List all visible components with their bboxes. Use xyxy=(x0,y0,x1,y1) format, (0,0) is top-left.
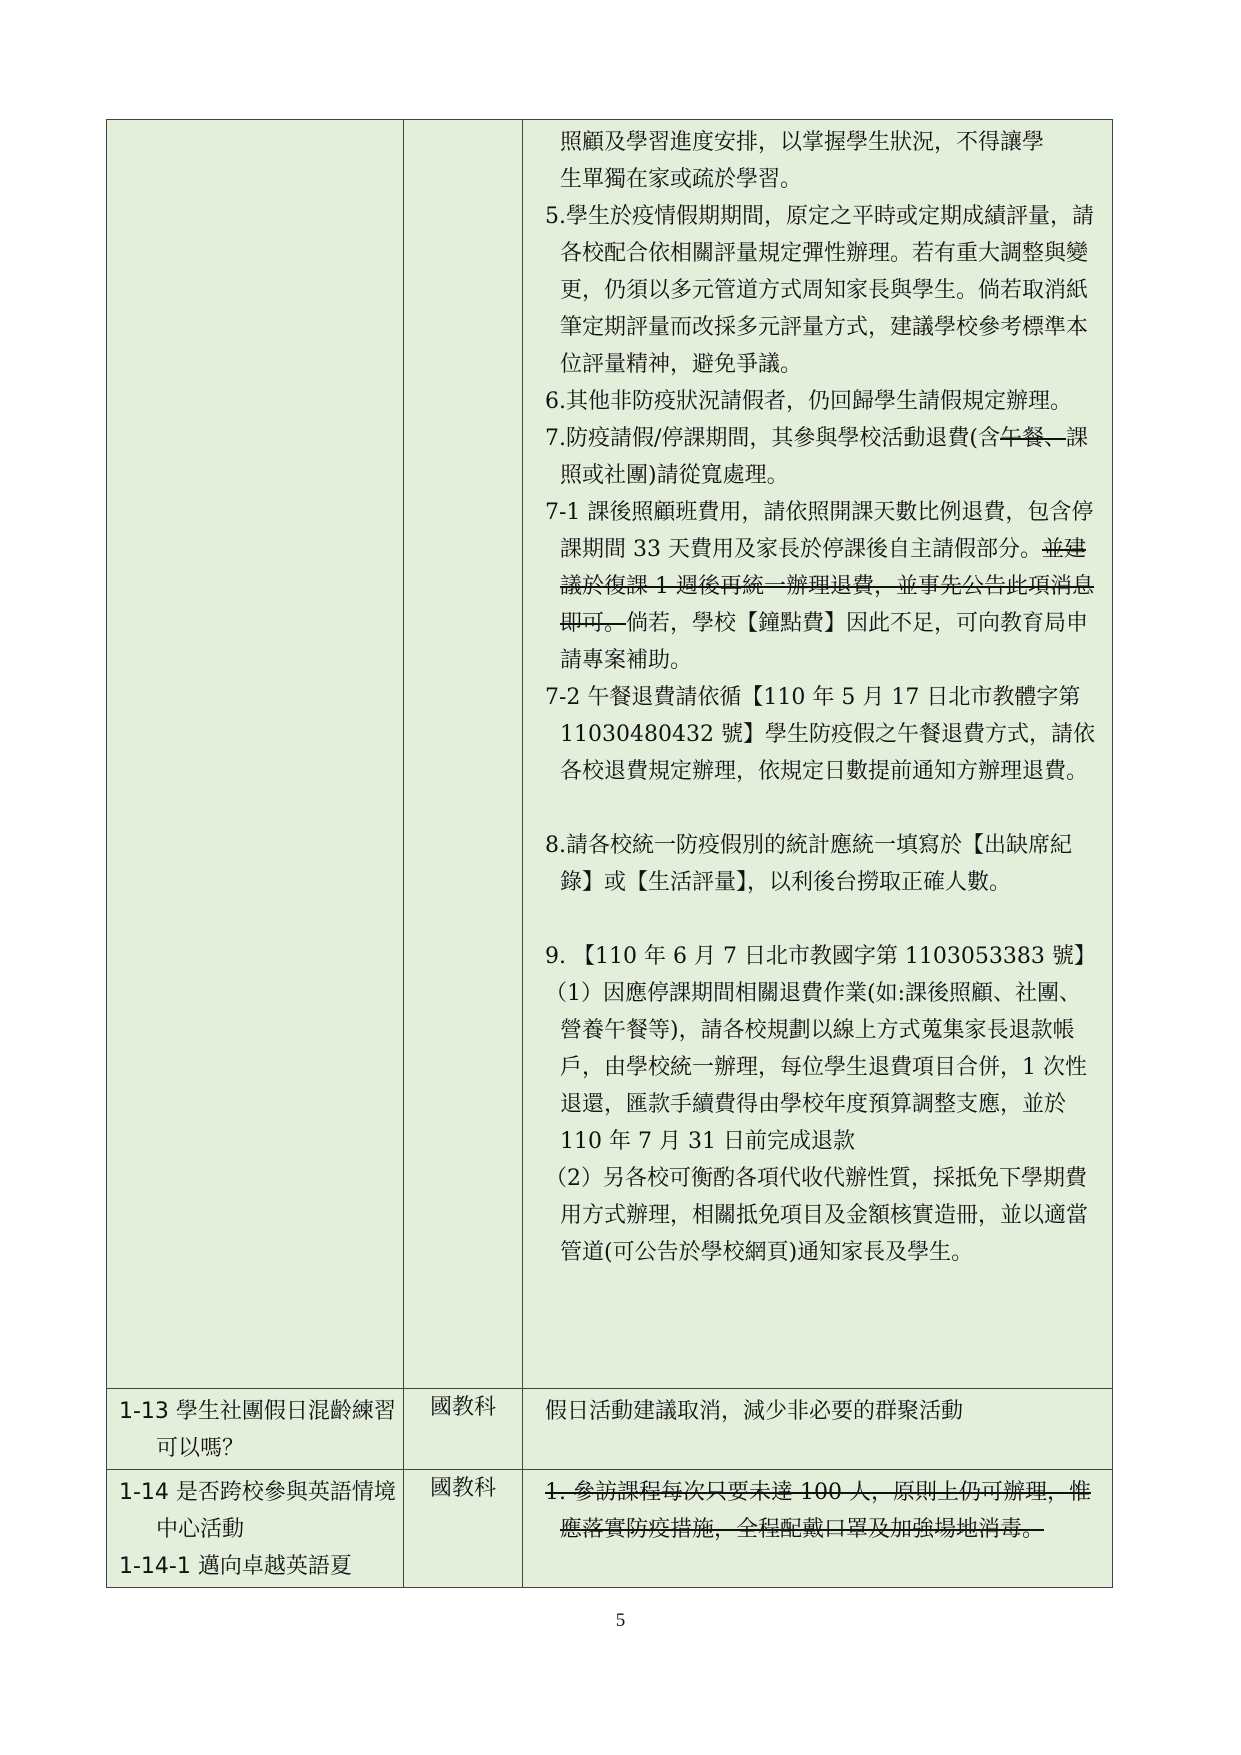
answer-item-5: 5.學生於疫情假期期間，原定之平時或定期成績評量，請各校配合依相關評量規定彈性辦理。若有重大調整與變更，仍須以多元管道方式周知家長與學生。倘若取消紙筆定期評量而改採多元評量方式，建議學校參考標準本位評量精神，避免爭議。 xyxy=(545,204,1094,377)
table-row xyxy=(107,1470,1113,1588)
continued-line: 生單獨在家或疏於學習。 xyxy=(560,167,803,192)
struck-text: 並建議於復課 1 週後再統一辦理退費，並事先公告此項消息即可。 xyxy=(560,537,1094,636)
answer-text: 假日活動建議取消，減少非必要的群聚活動 xyxy=(545,1399,964,1424)
answer-item-7-1-text: 7-1 課後照顧班費用，請依照開課天數比例退費，包含停課期間 33 天費用及家長於停課後自主請假部分。 xyxy=(545,500,1094,562)
answer-item-6: 6.其他非防疫狀況請假者，仍回歸學生請假規定辦理。 xyxy=(545,389,1072,414)
dept-cell xyxy=(404,120,523,1389)
table-row xyxy=(107,120,1113,1389)
answer-item-7-1-text: 倘若，學校【鐘點費】因此不足，可向教育局申請專案補助。 xyxy=(560,611,1089,673)
dept-cell: 國教科 xyxy=(404,1389,523,1470)
answer-cell xyxy=(523,1389,1113,1470)
question-cell xyxy=(107,120,404,1389)
answer-item-9-2: （2）另各校可衡酌各項代收代辦性質，採抵免下學期費用方式辦理，相關抵免項目及金額核實造冊，並以適當管道(可公告於學校網頁)通知家長及學生。 xyxy=(545,1166,1089,1265)
answer-item-9-1: （1）因應停課期間相關退費作業(如:課後照顧、社團、營養午餐等)，請各校規劃以線上方式蒐集家長退款帳戶，由學校統一辦理，每位學生退費項目合併，1 次性退還，匯款手續費得由學校年度預算調整支應，並於 110 年 7 月 31 日前完成退款 xyxy=(545,981,1087,1154)
question-cell xyxy=(107,1389,404,1470)
question-text: 1-13 學生社團假日混齡練習可以嗎？ xyxy=(119,1399,396,1461)
struck-answer-text: 1. 參訪課程每次只要未達 100 人，原則上仍可辦理，惟應落實防疫措施，全程配戴口罩及加強場地消毒。 xyxy=(545,1480,1091,1542)
answer-cell xyxy=(523,1470,1113,1588)
answer-item-9-heading: 9. 【110 年 6 月 7 日北市教國字第 1103053383 號】 xyxy=(545,944,1096,969)
qa-table xyxy=(106,119,1113,1588)
answer-item-7-text: 7.防疫請假/停課期間，其參與學校活動退費(含 xyxy=(545,426,1000,451)
answer-item-7-2: 7-2 午餐退費請依循【110 年 5 月 17 日北市教體字第 11030480432 號】學生防疫假之午餐退費方式，請依各校退費規定辦理，依規定日數提前通知方辦理退費。 xyxy=(545,685,1095,784)
page-number: 5 xyxy=(615,1610,626,1631)
answer-item-8: 8.請各校統一防疫假別的統計應統一填寫於【出缺席紀錄】或【生活評量】，以利後台撈取正確人數。 xyxy=(545,833,1072,895)
answer-item-7 xyxy=(545,420,1102,494)
answer-cell xyxy=(523,120,1113,1389)
question-sub-text: 1-14-1 邁向卓越英語夏 xyxy=(119,1554,352,1579)
answer-item-7-1 xyxy=(545,494,1102,679)
struck-text: 午餐、 xyxy=(1000,426,1067,451)
question-text: 1-14 是否跨校參與英語情境中心活動 xyxy=(119,1480,396,1542)
question-cell xyxy=(107,1470,404,1588)
dept-cell: 國教科 xyxy=(404,1470,523,1588)
table-row xyxy=(107,1389,1113,1470)
continued-line: 照顧及學習進度安排，以掌握學生狀況，不得讓學 xyxy=(560,130,1045,155)
answer-item-7-text: 課照或社團)請從寬處理。 xyxy=(560,426,1089,488)
